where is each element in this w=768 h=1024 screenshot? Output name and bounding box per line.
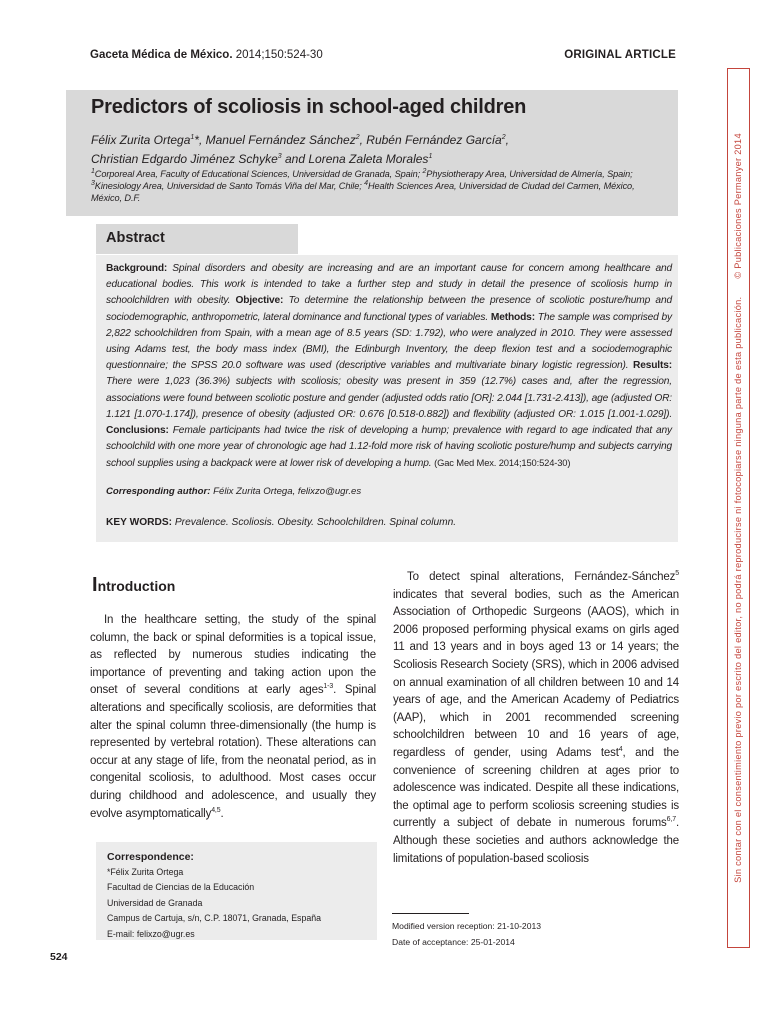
conclusions-text: Female participants had twice the risk of developing a hump; prevalence with regard to age indicated that any schoolchild with one more year of chronologic age had 1.12-fold more risk of having scoliotic posture/hump and subjects carrying school supplies using a backpack were at lower risk of developing a hump. [106, 425, 672, 470]
body-column-right: To detect spinal alterations, Fernández-Sánchez$^5$ indicates that several bodies, such as the American Association of Orthopedic Surgeons (AAOS), which in 2006 proposed performing physical exams on girls aged 11 and 13 years and in boys aged 13 or 14 years; the Scoliosis Research Society (SRS), which in 2006 advised on annual examination of all children between 10 and 14 years of age, and the American Academy of Pediatrics (AAP), which in 2001 recommended screening schoolchildren between 10 and 16 years of age, regardless of gender, using Adams test$^4$, and the convenience of screening children at ages prior to adolescence was indicated. Despite all these indications, the optimal age to perform scoliosis screening studies is currently a subject of debate in numerous forums$^{6,7}$. Although these societies and authors acknowledge the limitations of population-based scoliosis [393, 570, 679, 865]
footnote-modified: Modified version reception: 21-10-2013 [392, 921, 542, 931]
abstract-text [106, 261, 672, 473]
footnote [392, 918, 541, 950]
author-list-line-1: Félix Zurita Ortega$^1$*, Manuel Fernández Sánchez$^2$, Rubén Fernández García$^2$, [91, 133, 509, 147]
introduction-drop-cap: I [92, 574, 98, 596]
corresponding-label: Corresponding author: [106, 486, 211, 497]
conclusions-label: Conclusions: [106, 425, 169, 437]
keywords-label: KEY WORDS: [106, 517, 173, 528]
correspondence-title: Correspondence: [107, 851, 194, 863]
running-head-journal [90, 49, 323, 61]
side-notice-copyright: © Publicaciones Permanyer 2014 [733, 133, 743, 279]
side-notice-text: Sin contar con el consentimiento previo por escrito del editor, no podrá reproducirse ni fotocopiarse ninguna parte de esta publicación. [733, 296, 743, 883]
article-title: Predictors of scoliosis in school-aged children [91, 96, 527, 118]
correspondence-faculty: Facultad de Ciencias de la Educación [107, 882, 255, 893]
objective-label: Objective: [235, 295, 284, 307]
background-text: Spinal disorders and obesity are increasing and are an important cause for concern among healthcare and educational bodies. This work is intended to take a further step and study in detail the presence of scoliosis hump in schoolchildren with obesity. [106, 263, 673, 307]
correspondence-name: *Félix Zurita Ortega [107, 867, 184, 877]
footnote-accepted: Date of acceptance: 25-01-2014 [392, 937, 515, 947]
affiliation-line-2: $^3$Kinesiology Area, Universidad de Santo Tomás Viña del Mar, Chile; $^4$Health Sciences Area, Universidad de Ciudad del Carmen, México, [91, 179, 635, 191]
results-label: Results: [633, 360, 672, 372]
abstract-heading: Abstract [106, 230, 165, 246]
author-list-line-2: Christian Edgardo Jiménez Schyke$^3$ and Lorena Zaleta Morales$^1$ [91, 152, 433, 166]
journal-name: Gaceta Médica de México. [90, 49, 233, 61]
page-number: 524 [50, 951, 68, 963]
introduction-heading-rest: ntroduction [97, 578, 176, 594]
correspondence-address: Campus de Cartuja, s/n, C.P. 18071, Granada, España [107, 913, 322, 924]
keywords-value: Prevalence. Scoliosis. Obesity. Schoolchildren. Spinal column. [174, 517, 457, 528]
affiliation-line-3: México, D.F. [91, 193, 141, 203]
affiliation-line-1: $^1$Corporeal Area, Faculty of Educational Sciences, Universidad de Granada, Spain; $^2$Physiotherapy Area, Universidad de Almería, Spain; [91, 167, 633, 179]
footnote-rule [392, 913, 469, 914]
introduction-heading [92, 574, 175, 597]
methods-label: Methods: [490, 311, 535, 323]
results-text: There were 1,023 (36.3%) subjects with scoliosis; obesity was present in 359 (12.7%) cases and, after the regression, associations were found between scoliotic posture and gender (adjusted odds ratio [OR]: 2.044 [1.731-2.413]), age (adjusted OR: 1.121 [1.070-1.174]), presence of obesity (adjusted OR: 0.676 [0.518-0.882]) and flexibility (adjusted OR: 1.015 [1.001-1.029]). [106, 376, 672, 420]
methods-text: The sample was comprised by 2,822 schoolchildren from Spain, with a mean age of 8.5 years (SD: 1.792), who were analyzed in 2010. They were assessed using Adams test, the body mass index (BMI), the Edinburgh Inventory, the deep flexion test and a sociodemographic questionnaire; the SPSS 20.0 software was used (descriptive variables and multivariate binary logistic regression). [106, 311, 672, 372]
corresponding-value: Félix Zurita Ortega, felixzo@ugr.es [213, 486, 362, 497]
correspondence-details [107, 865, 321, 942]
corresponding-author [106, 486, 361, 497]
keywords [106, 517, 456, 528]
journal-citation: 2014;150:524-30 [235, 49, 323, 61]
abstract-citation: (Gac Med Mex. 2014;150:524-30) [434, 457, 571, 469]
background-label: Background: [106, 263, 168, 274]
objective-text: To determine the relationship between the presence of scoliotic posture/hump and sociodemographic, anthropometric, lateral dominance and functional types of variables. [106, 295, 672, 323]
article-type: ORIGINAL ARTICLE [564, 49, 676, 61]
body-column-left: In the healthcare setting, the study of the spinal column, the back or spinal deformities is a topical issue, as reflected by numerous studies indicating the importance of preventing and taking action upon the onset of several conditions at early ages$^{1-3}$. Spinal alterations and specifically scoliosis, are deformities that alter the spinal column three-dimensionally (the hump is represented by vertebral rotation). These alterations can occur at any stage of life, from the neonatal period, as in congenital scoliosis, to adulthood. Most cases occur during childhood and adolescence, and usually they evolve asymptomatically$^{4,5}$. [90, 614, 376, 820]
side-notice [733, 68, 743, 948]
correspondence-university: Universidad de Granada [107, 897, 203, 908]
correspondence-email: E-mail: felixzo@ugr.es [107, 928, 195, 939]
